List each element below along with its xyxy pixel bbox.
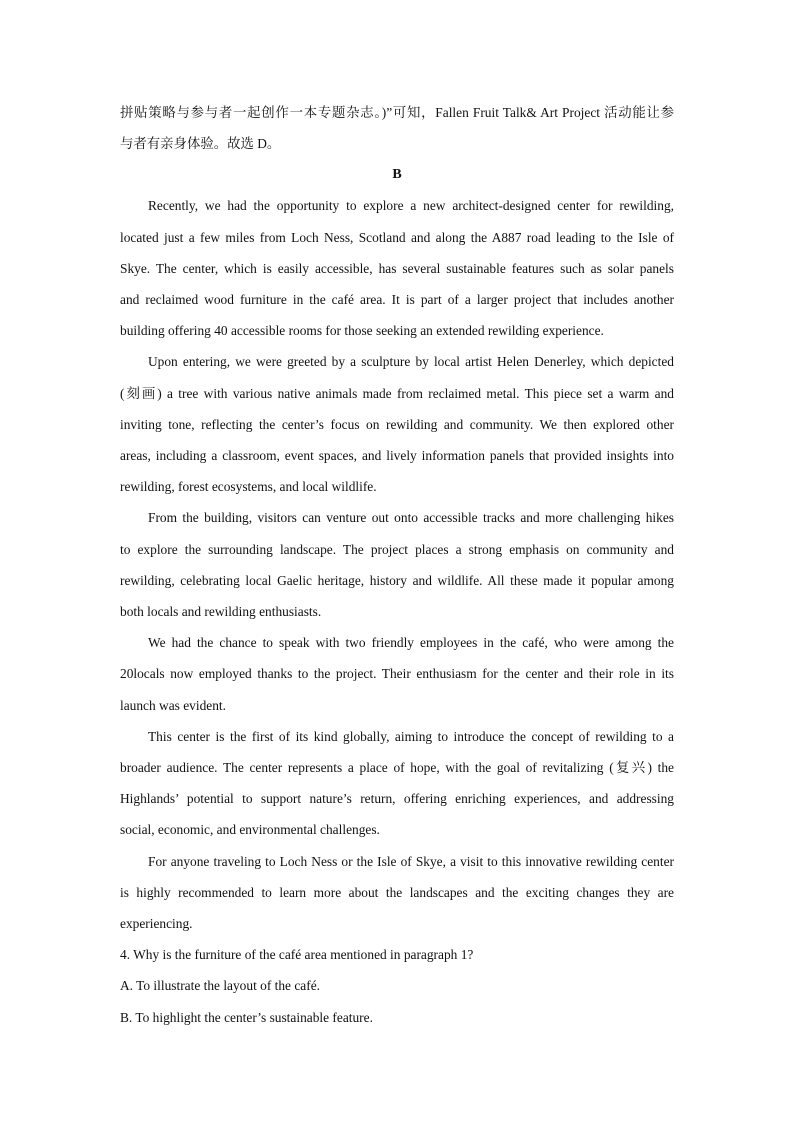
paragraph-line: For anyone traveling to Loch Ness or the Isle of Skye, a visit to this innovative rewilding center [148,853,674,869]
question-stem: 4. Why is the furniture of the café area mentioned in paragraph 1? [120,947,474,963]
explanation-line-1: 拼贴策略与参与者一起创作一本专题杂志。)”可知，Fallen Fruit Talk& Art Project 活动能让参 [120,105,674,120]
paragraph-line: is highly recommended to learn more about the landscapes and the exciting changes they are [120,884,674,900]
paragraph-line: inviting tone, reflecting the center’s focus on rewilding and community. We then explored other [120,416,674,432]
paragraph-line: Skye. The center, which is easily accessible, has several sustainable features such as solar panels [120,260,674,276]
paragraph-line: 20locals now employed thanks to the project. Their enthusiasm for the center and their role in its [120,666,674,682]
answer-explanation [120,97,674,159]
paragraph-line: broader audience. The center represents a place of hope, with the goal of revitalizing (复兴) the [120,760,674,776]
paragraph-2 [120,346,674,502]
paragraph-line: experiencing. [120,916,193,932]
option-a: A. To illustrate the layout of the café. [120,978,320,994]
paragraph-line: Recently, we had the opportunity to explore a new architect-designed center for rewilding, [148,198,674,214]
document-page [120,97,674,1033]
paragraph-line: social, economic, and environmental challenges. [120,822,380,838]
paragraph-line: Highlands’ potential to support nature’s return, offering enriching experiences, and addressing [120,791,674,807]
paragraph-line: rewilding, forest ecosystems, and local wildlife. [120,479,377,495]
paragraph-line: This center is the first of its kind globally, aiming to introduce the concept of rewilding to a [148,728,674,744]
reading-passage [120,190,674,939]
option-b: B. To highlight the center’s sustainable feature. [120,1009,373,1025]
paragraph-line: located just a few miles from Loch Ness, Scotland and along the A887 road leading to the Isle of [120,229,674,245]
paragraph-6 [120,846,674,940]
paragraph-line: to explore the surrounding landscape. The project places a strong emphasis on community and [120,541,674,557]
paragraph-line: and reclaimed wood furniture in the café area. It is part of a larger project that includes another [120,292,674,308]
section-heading: B [392,167,402,183]
paragraph-5 [120,721,674,846]
paragraph-line: rewilding, celebrating local Gaelic heritage, history and wildlife. All these made it popular among [120,572,674,588]
paragraph-line: (刻画) a tree with various native animals made from reclaimed metal. This piece set a warm and [120,385,674,401]
paragraph-line: From the building, visitors can venture out onto accessible tracks and more challenging hikes [148,510,674,526]
paragraph-line: building offering 40 accessible rooms for those seeking an extended rewilding experience. [120,323,604,339]
paragraph-4 [120,627,674,721]
paragraph-line: launch was evident. [120,697,226,713]
paragraph-line: We had the chance to speak with two friendly employees in the café, who were among the [148,635,674,651]
question-block [120,939,674,1033]
explanation-line-2: 与者有亲身体验。故选 D。 [120,136,281,152]
paragraph-line: Upon entering, we were greeted by a sculpture by local artist Helen Denerley, which depicted [148,354,674,370]
paragraph-line: areas, including a classroom, event spaces, and lively information panels that provided insights into [120,448,674,464]
paragraph-1 [120,190,674,346]
paragraph-3 [120,502,674,627]
paragraph-line: both locals and rewilding enthusiasts. [120,604,322,620]
